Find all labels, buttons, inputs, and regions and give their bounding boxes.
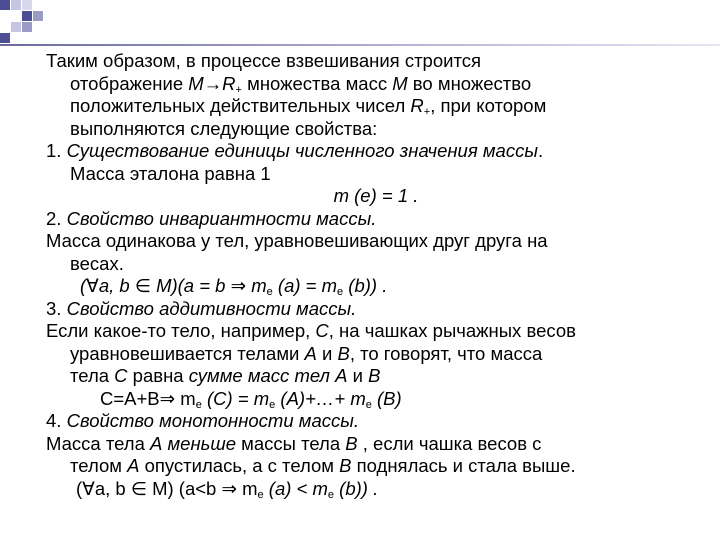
deco-square-mid <box>22 22 32 32</box>
deco-square-dark <box>0 33 10 43</box>
text-line: весах. <box>70 252 124 274</box>
deco-square-mid <box>33 11 43 21</box>
deco-square-light <box>22 0 32 10</box>
text-line: телом А опустилась, а с телом В поднялась и стала выше. <box>70 455 576 476</box>
text-line: отображение $M\to R_+$ множества масс M во множество <box>70 72 532 96</box>
deco-square-light <box>11 22 21 32</box>
formula: (∀a, b ∈ M)(a = b ⇒ $m_e$ $(a) = m_e$ (b)) . <box>80 275 388 298</box>
property-heading: 1. Существование единицы численного значения массы. <box>46 140 544 161</box>
text-line: тела С равна сумме масс тел А и В <box>70 365 381 386</box>
text-line: Масса эталона равна 1 <box>70 162 271 184</box>
formula: C=A+B⇒ $m_e$ $(C) = m_e$ (A)+…+ $m_e$ (B) <box>100 387 402 411</box>
deco-square-dark <box>22 11 32 21</box>
property-heading: 4. Свойство монотонности массы. <box>46 410 360 431</box>
text-line: Масса тела А меньше массы тела В , если чашка весов с <box>46 432 542 454</box>
slide-body <box>46 50 706 500</box>
property-heading: 3. Свойство аддитивности массы. <box>46 297 357 319</box>
deco-square-light <box>11 0 21 10</box>
property-heading: 2. Свойство инвариантности массы. <box>46 207 377 229</box>
text-line: Таким образом, в процессе взвешивания строится <box>46 50 482 71</box>
text-line: Масса одинакова у тел, уравновешивающих друг друга на <box>46 230 548 251</box>
header-divider <box>0 44 720 46</box>
text-line: выполняются следующие свойства: <box>70 117 378 139</box>
deco-square-dark <box>0 0 10 10</box>
formula: (∀a, b ∈ M) (a<b ⇒ $m_e$ $(a) < m_e$ (b)) . <box>76 477 379 501</box>
text-line: положительных действительных чисел $R_+$, при котором <box>70 95 547 118</box>
text-line: уравновешивается телами А и В, то говорят, что масса <box>70 342 543 364</box>
text-line: Если какое-то тело, например, С, на чашках рычажных весов <box>46 320 576 341</box>
formula: m (e) = 1 . <box>333 185 419 206</box>
